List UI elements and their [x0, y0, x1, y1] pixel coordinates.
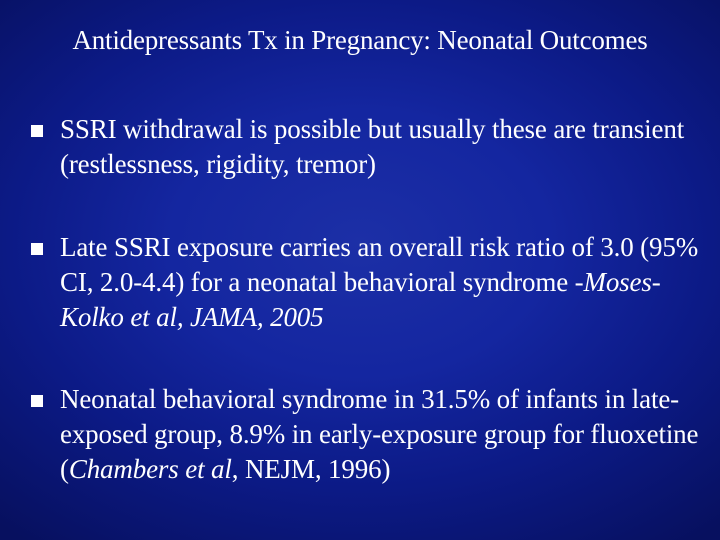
bullet-text-body: SSRI withdrawal is possible but usually these are transient (restlessness, rigidity, tremor) [60, 114, 685, 179]
bullet-citation: -Moses-Kolko et al, JAMA, 2005 [60, 267, 661, 332]
square-bullet-icon [31, 395, 43, 407]
bullet-text-body: Neonatal behavioral syndrome in 31.5% of infants in late-exposed group, 8.9% in early-exposure group for fluoxetine ( [60, 384, 699, 484]
square-bullet-icon [31, 125, 43, 137]
bullet-text [60, 230, 700, 335]
square-bullet-icon [31, 243, 43, 255]
slide-title: Antidepressants Tx in Pregnancy: Neonatal Outcomes [72, 25, 648, 55]
bullet-text-body: Late SSRI exposure carries an overall risk ratio of 3.0 (95% CI, 2.0-4.4) for a neonatal behavioral syndrome [60, 232, 699, 297]
bullet-text-tail: , NEJM, 1996) [231, 454, 391, 484]
bullet-text [60, 112, 700, 182]
bullet-citation: Chambers et al [68, 454, 232, 484]
bullet-text [60, 382, 700, 487]
